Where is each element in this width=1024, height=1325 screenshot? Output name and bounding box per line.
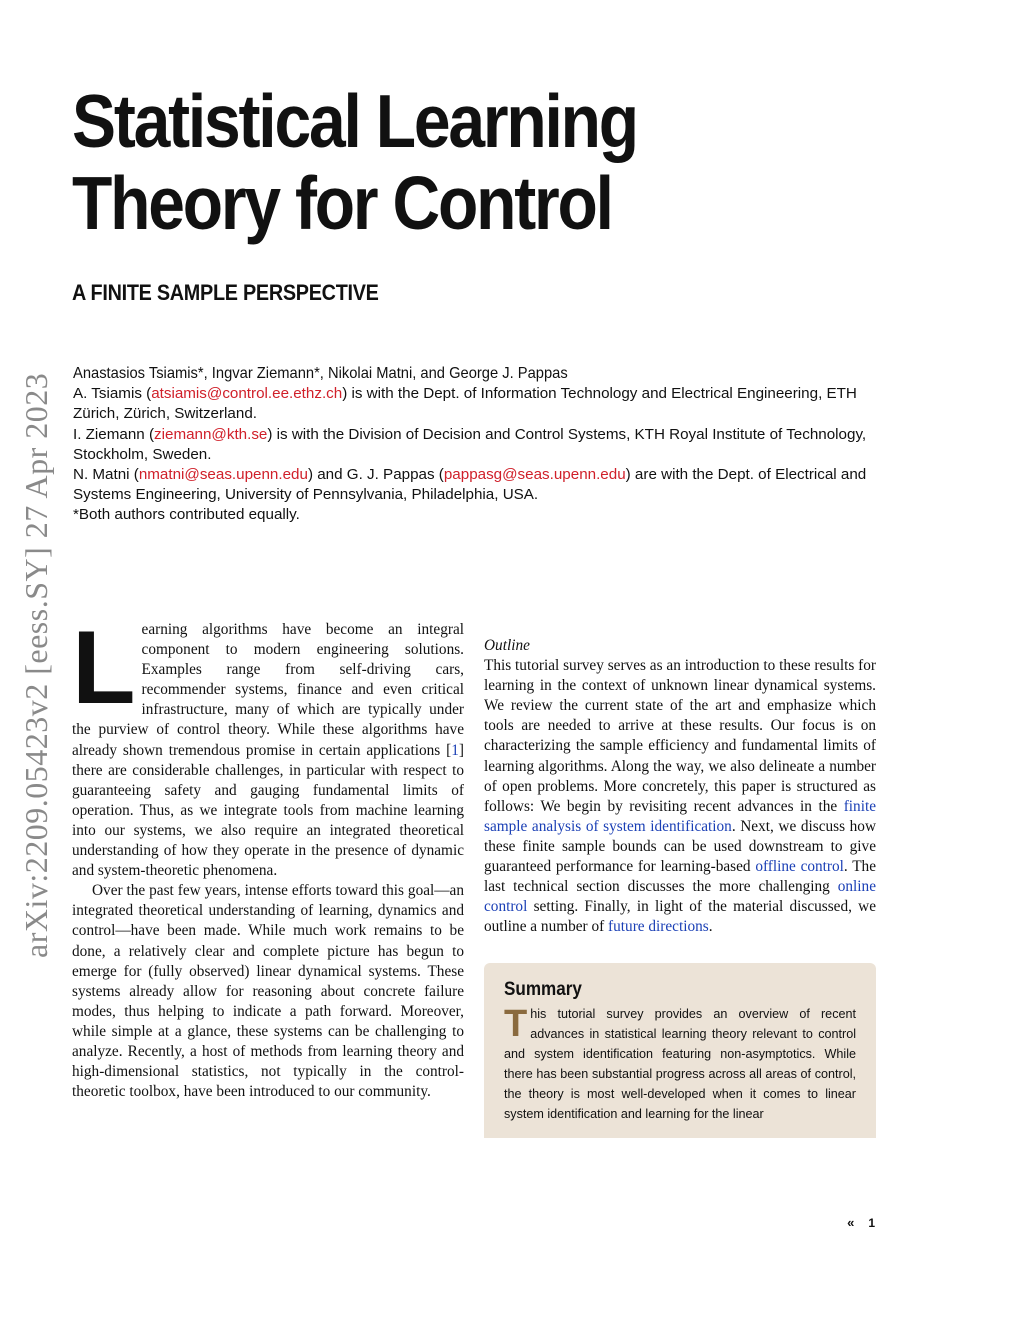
citation-link-1[interactable]: 1 (451, 741, 459, 759)
intro-paragraph-1: Learning algorithms have become an integral component to modern engineering solutions. Examples range from self-driving cars, recommender systems, finance and even critical infrastructure, many of which are typically under the purview of control theory. While these algorithms have already shown tremendous promise in certain applications [1] there are considerable challenges, in particular with respect to guaranteeing safety and gauging fundamental limits of operation. Thus, as we integrate tools from machine learning into our systems, we also require an integrated theoretical understanding of how they operate in the presence of dynamic and system-theoretic phenomena. (72, 610, 464, 880)
outline-column (484, 636, 876, 937)
summary-title: Summary (504, 979, 582, 1000)
title-line-1: Statistical Learning (72, 79, 637, 163)
affiliation-ziemann: I. Ziemann (ziemann@kth.se) is with the Division of Decision and Control Systems, KTH Royal Institute of Technology, Stockholm, Sweden. (73, 425, 867, 463)
authors-block (73, 364, 893, 526)
page-number: 1 (868, 1216, 875, 1230)
page-footer (847, 1215, 875, 1230)
intro-paragraph-2: Over the past few years, intense efforts toward this goal—an integrated theoretical understanding of learning, dynamics and control—have been made. While much work remains to be done, a relatively clear and complete picture has begun to emerge for (fully observed) linear dynamical systems. These systems already allow for reasoning about concrete failure modes, thus helping to indicate a path forward. Moreover, while simple at a glance, these systems can be challenging to analyze. Recently, a host of methods from learning theory and high-dimensional statistics, not typically in the control-theoretic toolbox, have been introduced to our community. (72, 882, 464, 1101)
affiliation-matni-pappas: N. Matni (nmatni@seas.upenn.edu) and G. J. Pappas (pappasg@seas.upenn.edu) are with the Dept. of Electrical and Systems Engineering, University of Pennsylvania, Philadelphia, USA. (73, 466, 867, 504)
paper-title (72, 80, 637, 244)
link-online-control[interactable]: online control (484, 878, 876, 916)
link-offline-control[interactable]: offline control (755, 858, 844, 876)
intro-column (72, 610, 464, 1102)
outline-paragraph: This tutorial survey serves as an introduction to these results for learning in the context of unknown linear dynamical systems. We review the current state of the art and emphasize which tools are needed to arrive at these results. Our focus is on characterizing the sample efficiency and fundamental limits of learning algorithms. Along the way, we also delineate a number of open problems. More concretely, this paper is structured as follows: We begin by revisiting recent advances in the finite sample analysis of system identification. Next, we discuss how these finite sample bounds can be used downstream to give guaranteed performance for learning-based offline control. The last technical section discusses the more challenging online control setting. Finally, in light of the material discussed, we outline a number of future directions. (484, 657, 877, 936)
email-link-matni[interactable]: nmatni@seas.upenn.edu (138, 466, 308, 484)
paper-subtitle: A FINITE SAMPLE PERSPECTIVE (72, 280, 379, 305)
author-names: Anastasios Tsiamis*, Ingvar Ziemann*, Nikolai Matni, and George J. Pappas (73, 365, 568, 382)
link-future-directions[interactable]: future directions (608, 918, 709, 936)
summary-box (484, 963, 876, 1138)
affiliation-tsiamis: A. Tsiamis (atsiamis@control.ee.ethz.ch) is with the Dept. of Information Technology and Electrical Engineering, ETH Zürich, Zürich, Switzerland. (73, 385, 857, 423)
arxiv-stamp: arXiv:2209.05423v2 [eess.SY] 27 Apr 2023 (18, 372, 54, 958)
title-line-2: Theory for Control (72, 161, 612, 245)
equal-contribution-note: *Both authors contributed equally. (73, 506, 300, 524)
summary-dropcap: T (504, 1003, 528, 1045)
intro-dropcap: L (72, 610, 134, 726)
link-finite-sample-analysis[interactable]: finite sample analysis of system identification (484, 797, 876, 835)
previous-page-icon[interactable]: « (847, 1215, 855, 1230)
email-link-ziemann[interactable]: ziemann@kth.se (154, 425, 268, 443)
email-link-tsiamis[interactable]: atsiamis@control.ee.ethz.ch (151, 385, 343, 403)
summary-text: This tutorial survey provides an overview of recent advances in statistical learning theory relevant to control and system identification featuring non-asymptotics. While there has been substantial progress across all areas of control, the theory is most well-developed when it comes to linear system identification and learning for the linear (504, 1003, 856, 1122)
outline-heading: Outline (484, 637, 530, 654)
email-link-pappas[interactable]: pappasg@seas.upenn.edu (443, 466, 626, 484)
